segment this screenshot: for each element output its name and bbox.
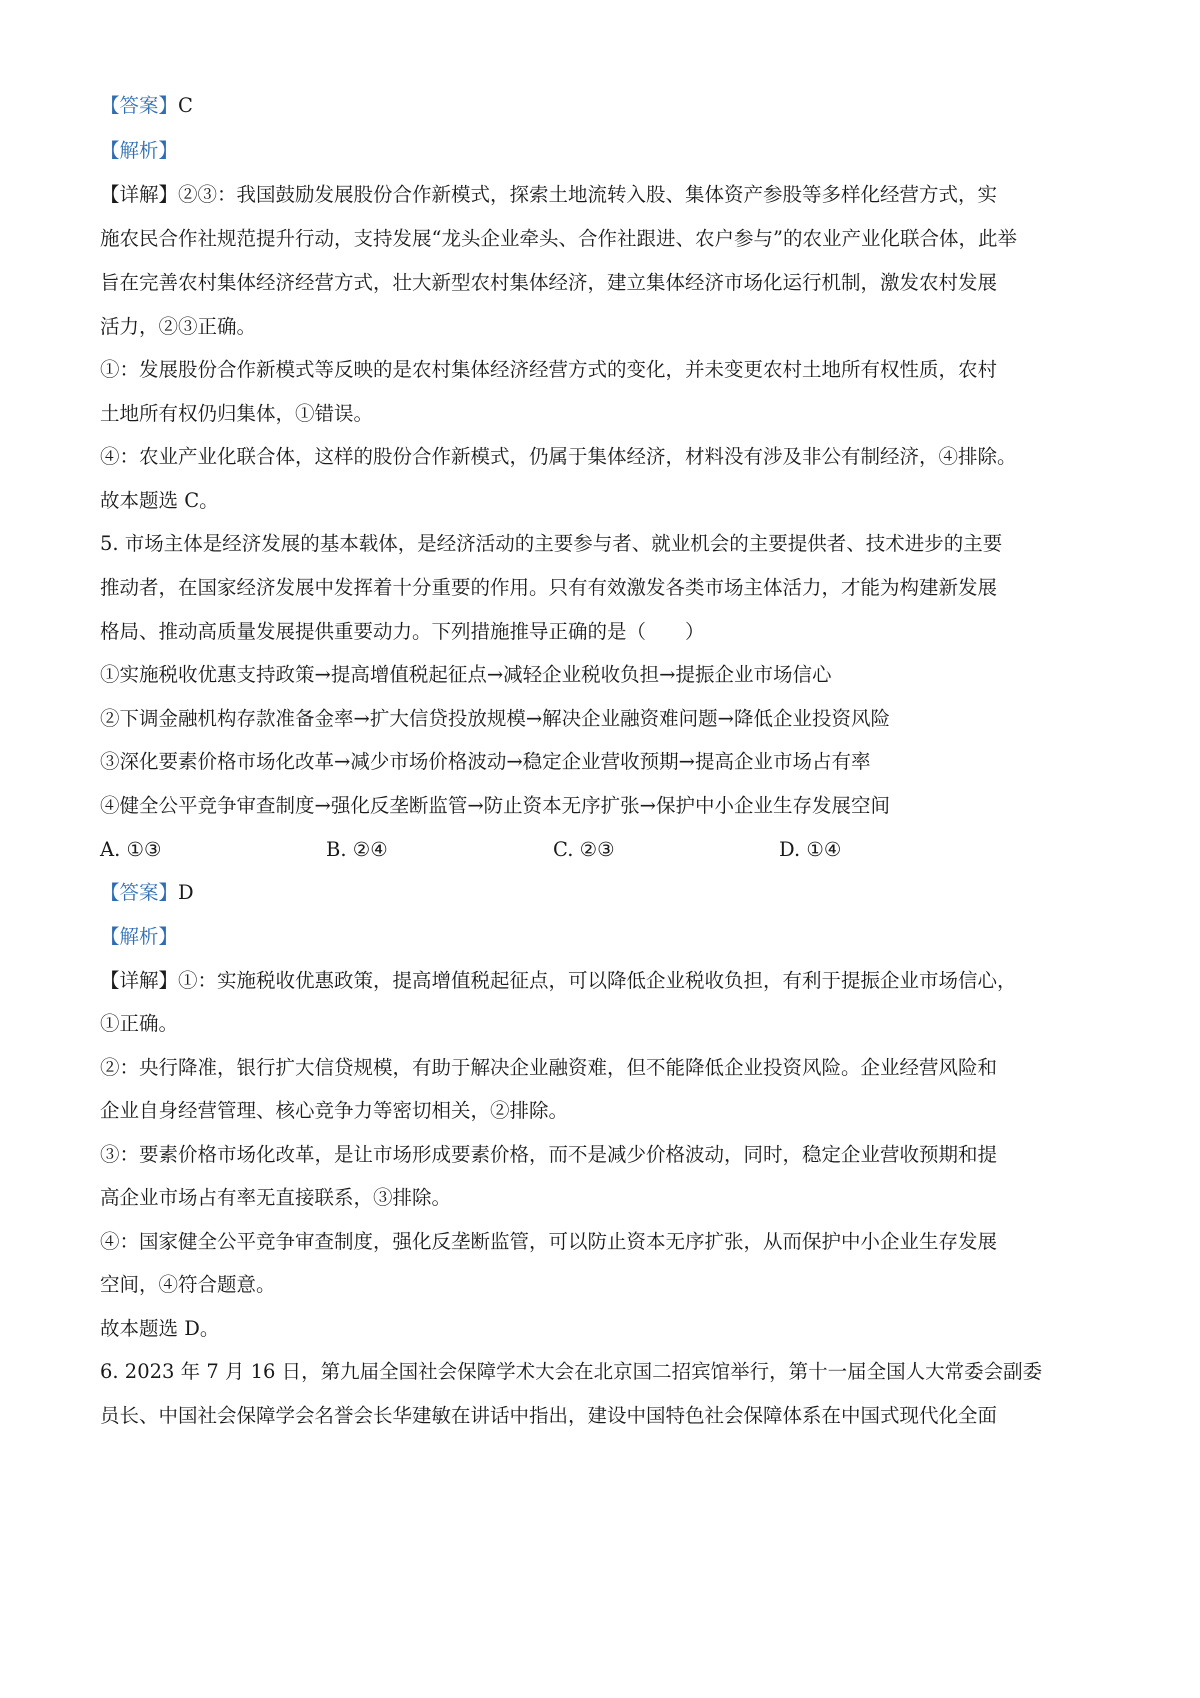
explanation-line: 企业自身经营管理、核心竞争力等密切相关，②排除。 <box>100 1099 569 1122</box>
detail-line <box>100 968 1110 994</box>
answer-line <box>100 93 1110 119</box>
explanation-line: 高企业市场占有率无直接联系，③排除。 <box>100 1186 452 1209</box>
explanation-line: ②：央行降准，银行扩大信贷规模，有助于解决企业融资难，但不能降低企业投资风险。企业经营风险和 <box>100 1056 998 1079</box>
detail-text: ①：实施税收优惠政策，提高增值税起征点，可以降低企业税收负担，有利于提振企业市场信心， <box>178 969 1017 992</box>
explanation-line: 土地所有权仍归集体，①错误。 <box>100 402 374 425</box>
detail-tag: 【详解】 <box>100 969 179 992</box>
detail-line: ①正确。 <box>100 1012 179 1035</box>
question-stem-line: 格局、推动高质量发展提供重要动力。下列措施推导正确的是（ ） <box>100 620 705 643</box>
question-stem-line: 6. 2023 年 7 月 16 日，第九届全国社会保障学术大会在北京国二招宾馆举行，第十一届全国人大常委会副委 <box>100 1360 1043 1383</box>
analysis-heading <box>100 138 1110 164</box>
answer-tag: 【答案】 <box>100 94 179 117</box>
analysis-tag: 【解析】 <box>100 139 179 162</box>
detail-tag: 【详解】 <box>100 183 179 206</box>
question-stem-line: 5. 市场主体是经济发展的基本载体，是经济活动的主要参与者、就业机会的主要提供者、技术进步的主要 <box>100 532 1003 555</box>
question-stem-line: 员长、中国社会保障学会名誉会长华建敏在讲话中指出，建设中国特色社会保障体系在中国式现代化全面 <box>100 1404 998 1427</box>
analysis-heading <box>100 924 1110 950</box>
options-row <box>100 837 1110 863</box>
explanation-line: ④：农业产业化联合体，这样的股份合作新模式，仍属于集体经济，材料没有涉及非公有制经济，④排除。 <box>100 445 1017 468</box>
answer-line <box>100 880 1110 906</box>
statement-item: ①实施税收优惠支持政策→提高增值税起征点→减轻企业税收负担→提振企业市场信心 <box>100 663 832 686</box>
detail-line: 旨在完善农村集体经济经营方式，壮大新型农村集体经济，建立集体经济市场化运行机制，激发农村发展 <box>100 271 998 294</box>
detail-line: 施农民合作社规范提升行动，支持发展“龙头企业牵头、合作社跟进、农户参与”的农业产业化联合体，此举 <box>100 227 1017 250</box>
answer-value: C <box>178 94 193 117</box>
question-stem-line: 推动者，在国家经济发展中发挥着十分重要的作用。只有有效激发各类市场主体活力，才能为构建新发展 <box>100 576 998 599</box>
option-b: B. ②④ <box>326 838 388 861</box>
detail-text: ②③：我国鼓励发展股份合作新模式，探索土地流转入股、集体资产参股等多样化经营方式，实 <box>178 183 998 206</box>
explanation-line: 空间，④符合题意。 <box>100 1273 276 1296</box>
conclusion-line: 故本题选 D。 <box>100 1317 220 1340</box>
statement-item: ②下调金融机构存款准备金率→扩大信贷投放规模→解决企业融资难问题→降低企业投资风险 <box>100 707 891 730</box>
detail-line <box>100 182 1110 208</box>
statement-item: ④健全公平竞争审查制度→强化反垄断监管→防止资本无序扩张→保护中小企业生存发展空间 <box>100 794 891 817</box>
analysis-tag: 【解析】 <box>100 925 179 948</box>
option-c: C. ②③ <box>553 838 615 861</box>
explanation-line: ①：发展股份合作新模式等反映的是农村集体经济经营方式的变化，并未变更农村土地所有权性质，农村 <box>100 358 998 381</box>
explanation-line: ④：国家健全公平竞争审查制度，强化反垄断监管，可以防止资本无序扩张，从而保护中小企业生存发展 <box>100 1230 998 1253</box>
conclusion-line: 故本题选 C。 <box>100 489 219 512</box>
statement-item: ③深化要素价格市场化改革→减少市场价格波动→稳定企业营收预期→提高企业市场占有率 <box>100 750 871 773</box>
answer-tag: 【答案】 <box>100 881 179 904</box>
answer-value: D <box>178 881 194 904</box>
explanation-line: ③：要素价格市场化改革，是让市场形成要素价格，而不是减少价格波动，同时，稳定企业营收预期和提 <box>100 1143 998 1166</box>
option-a: A. ①③ <box>100 838 162 861</box>
detail-line: 活力，②③正确。 <box>100 315 257 338</box>
option-d: D. ①④ <box>779 838 842 861</box>
